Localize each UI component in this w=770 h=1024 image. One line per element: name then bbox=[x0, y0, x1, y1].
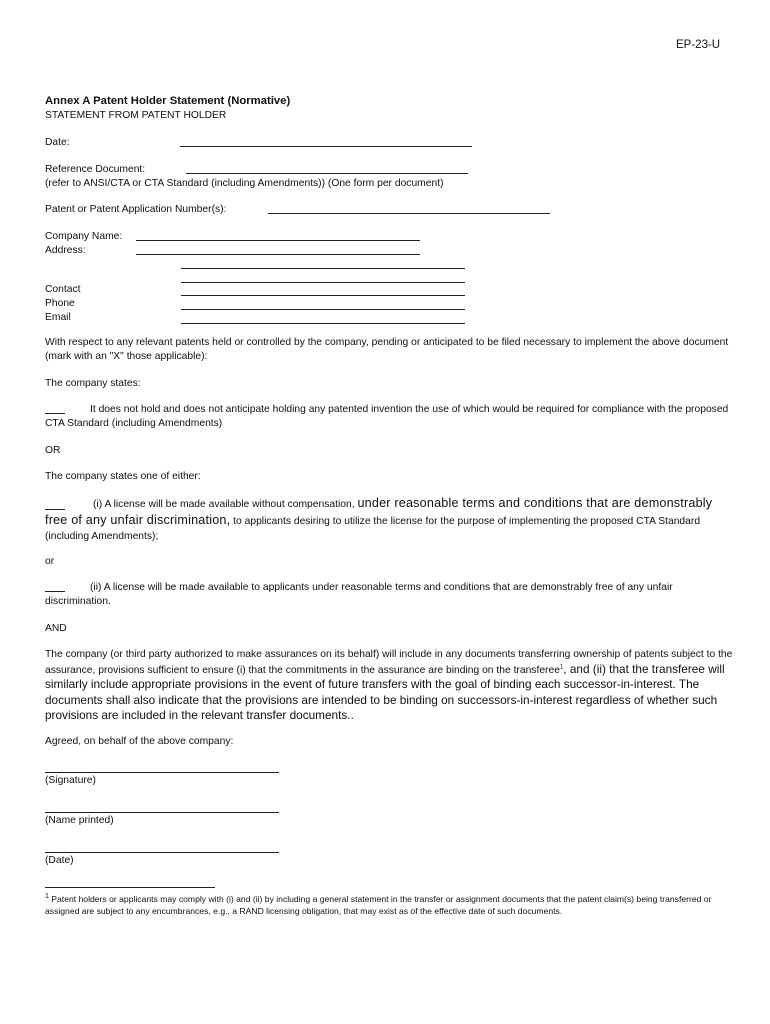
agreed-statement: Agreed, on behalf of the above company: bbox=[45, 736, 234, 747]
reference-note: (refer to ANSI/CTA or CTA Standard (including Amendments)) (One form per document) bbox=[45, 178, 444, 189]
footnote-number: 1 bbox=[45, 893, 49, 901]
document-code: EP-23-U bbox=[676, 39, 721, 51]
company-name-field-line[interactable] bbox=[136, 240, 420, 241]
date-field-line[interactable] bbox=[180, 146, 472, 147]
transfer-text-part-1: The company (or third party authorized to make assurances on its behalf) will include in any documents transferring ownership of patents subject to the assurance, provisions sufficient to ensure (i) that the commitments in the assurance are binding on the transferee bbox=[45, 649, 733, 676]
name-printed-label: (Name printed) bbox=[45, 815, 114, 826]
transfer-text-part-2: , and (ii) that the transferee will similarly include appropriate provisions in the event of future transfers with the goal of binding each successor-in-interest. The documents shall also indicate that the provisions are intended to be binding on successors-in-interest regardless of whether such provisions are included in the relevant transfer documents.. bbox=[45, 661, 725, 722]
address-label: Address: bbox=[45, 245, 86, 256]
company-name-label: Company Name: bbox=[45, 231, 123, 242]
or-separator-lower: or bbox=[45, 556, 55, 567]
reference-document-label: Reference Document: bbox=[45, 164, 146, 175]
email-label: Email bbox=[45, 312, 71, 323]
date-label: Date: bbox=[45, 137, 70, 148]
or-separator-upper: OR bbox=[45, 445, 61, 456]
date-signed-label: (Date) bbox=[45, 855, 74, 866]
option-i-text-start: (i) A license will be made available without compensation, bbox=[93, 499, 355, 510]
name-printed-line[interactable] bbox=[45, 812, 279, 813]
footnote-reference: 1 bbox=[559, 664, 564, 671]
phone-label: Phone bbox=[45, 298, 75, 309]
option-not-hold: It does not hold and does not anticipate holding any patented invention the use of which would be required for compliance with the proposed CTA Standard (including Amendments) bbox=[45, 404, 729, 429]
patent-number-field-line[interactable] bbox=[268, 213, 550, 214]
footnote-separator bbox=[45, 887, 215, 888]
footnote bbox=[45, 894, 725, 917]
and-separator: AND bbox=[45, 623, 67, 634]
intro-paragraph: With respect to any relevant patents held or controlled by the company, pending or anticipated to be filed necessary to implement the above document (mark with an "X" those applicable): bbox=[45, 337, 729, 362]
transfer-paragraph bbox=[45, 648, 735, 724]
email-field-line[interactable] bbox=[181, 323, 465, 324]
contact-field-line[interactable] bbox=[181, 295, 465, 296]
option-i bbox=[45, 496, 735, 545]
footnote-text: Patent holders or applicants may comply with (i) and (ii) by including a general statement in the transfer or assignment documents that the patent claim(s) being transferred or assigned are subject to any encumbrances, e.g., a RAND licensing obligation, that may exist as of the effective date of such documents. bbox=[45, 894, 712, 916]
address-field-line[interactable] bbox=[136, 254, 420, 255]
company-states-label: The company states: bbox=[45, 378, 141, 389]
patent-number-label: Patent or Patent Application Number(s): bbox=[45, 204, 227, 215]
date-signed-line[interactable] bbox=[45, 852, 279, 853]
option-ii: (ii) A license will be made available to applicants under reasonable terms and conditions that are demonstrably free of any unfair discrimination. bbox=[45, 582, 673, 607]
statement-subtitle: STATEMENT FROM PATENT HOLDER bbox=[45, 110, 227, 121]
signature-label: (Signature) bbox=[45, 775, 96, 786]
option-i-emphasis: under reasonable terms and conditions that are demonstrably free of any unfair discrimination, bbox=[45, 496, 713, 527]
annex-title: Annex A Patent Holder Statement (Normative) bbox=[45, 95, 291, 107]
contact-label: Contact bbox=[45, 284, 81, 295]
address-field-line-3[interactable] bbox=[181, 282, 465, 283]
address-field-line-2[interactable] bbox=[181, 268, 465, 269]
phone-field-line[interactable] bbox=[181, 309, 465, 310]
option-i-text-end: to applicants desiring to utilize the license for the purpose of implementing the proposed CTA Standard (including Amendments); bbox=[45, 515, 701, 542]
reference-document-field-line[interactable] bbox=[186, 173, 468, 174]
company-states-either-label: The company states one of either: bbox=[45, 471, 201, 482]
signature-line[interactable] bbox=[45, 772, 279, 773]
